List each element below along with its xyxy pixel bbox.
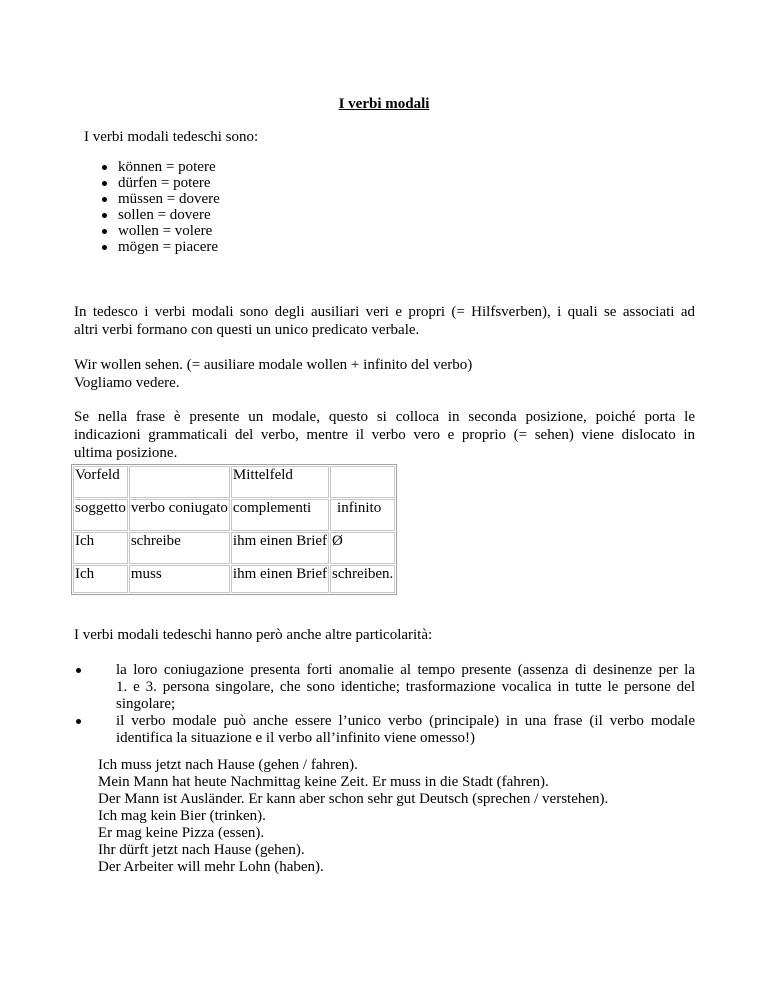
example-line: Ich mag kein Bier (trinken). (98, 808, 266, 824)
example-german: Wir wollen sehen. (= ausiliare modale wollen + infinito del verbo) (74, 357, 473, 373)
table-cell: infinito (330, 499, 395, 531)
page-title: I verbi modali (338, 96, 430, 112)
example-sentence (74, 356, 695, 392)
paragraph-auxiliaries (74, 303, 695, 339)
list-item-line: la loro coniugazione presenta forti anomalie al tempo presente (assenza di desinenze per la (116, 662, 695, 678)
table-cell: Mittelfeld (231, 466, 329, 498)
table-row (73, 565, 395, 593)
list-item (74, 713, 695, 747)
particularities-list (74, 662, 695, 747)
paragraph-line: indicazioni grammaticali del verbo, mentre il verbo vero e proprio (= sehen) viene dislocato in (74, 427, 695, 443)
list-item: wollen = volere (102, 223, 220, 239)
list-item (74, 662, 695, 713)
table-cell: muss (129, 565, 230, 593)
table-cell (129, 466, 230, 498)
table-cell: Ø (330, 532, 395, 564)
example-line: Er mag keine Pizza (essen). (98, 825, 265, 841)
paragraph-line: altri verbi formano con questi un unico predicato verbale. (74, 322, 420, 338)
table-cell (330, 466, 395, 498)
list-item: dürfen = potere (102, 175, 220, 191)
list-item-line: il verbo modale può anche essere l’unico verbo (principale) in una frase (il verbo modale (116, 713, 695, 729)
paragraph-position (74, 408, 695, 462)
list-item: müssen = dovere (102, 191, 220, 207)
table-cell: Ich (73, 565, 128, 593)
table-row (73, 532, 395, 564)
sentence-structure-table (71, 464, 397, 595)
example-sentences (98, 757, 608, 876)
table-cell: Ich (73, 532, 128, 564)
table-row (73, 466, 395, 498)
paragraph-line: In tedesco i verbi modali sono degli ausiliari veri e propri (= Hilfsverben), i quali se associati ad (74, 304, 695, 320)
example-line: Der Arbeiter will mehr Lohn (haben). (98, 859, 324, 875)
list-item-line: identifica la situazione e il verbo all’infinito viene omesso!) (116, 730, 476, 746)
list-item: mögen = piacere (102, 239, 220, 255)
list-item-line: singolare; (116, 696, 176, 712)
example-line: Mein Mann hat heute Nachmittag keine Zeit. Er muss in die Stadt (fahren). (98, 774, 549, 790)
example-line: Der Mann ist Ausländer. Er kann aber schon sehr gut Deutsch (sprechen / verstehen). (98, 791, 609, 807)
table-cell: schreibe (129, 532, 230, 564)
table-cell: soggetto (73, 499, 128, 531)
modal-verb-list (102, 159, 220, 255)
list-item: sollen = dovere (102, 207, 220, 223)
table-cell: Vorfeld (73, 466, 128, 498)
table-cell: verbo coniugato (129, 499, 230, 531)
paragraph-line: ultima posizione. (74, 445, 178, 461)
table-cell: schreiben. (330, 565, 395, 593)
example-italian: Vogliamo vedere. (74, 375, 180, 391)
table-cell: ihm einen Brief (231, 532, 329, 564)
list-item: können = potere (102, 159, 220, 175)
example-line: Ihr dürft jetzt nach Hause (gehen). (98, 842, 305, 858)
example-line: Ich muss jetzt nach Hause (gehen / fahren). (98, 757, 358, 773)
paragraph-particularities: I verbi modali tedeschi hanno però anche altre particolarità: (74, 627, 433, 643)
list-item-line: 1. e 3. persona singolare, che sono identiche; trasformazione vocalica in tutte le persone del (116, 679, 695, 695)
table-row (73, 499, 395, 531)
table-cell: complementi (231, 499, 329, 531)
paragraph-line: Se nella frase è presente un modale, questo si colloca in seconda posizione, poiché porta le (74, 409, 695, 425)
intro-text: I verbi modali tedeschi sono: (84, 129, 259, 145)
table-cell: ihm einen Brief (231, 565, 329, 593)
